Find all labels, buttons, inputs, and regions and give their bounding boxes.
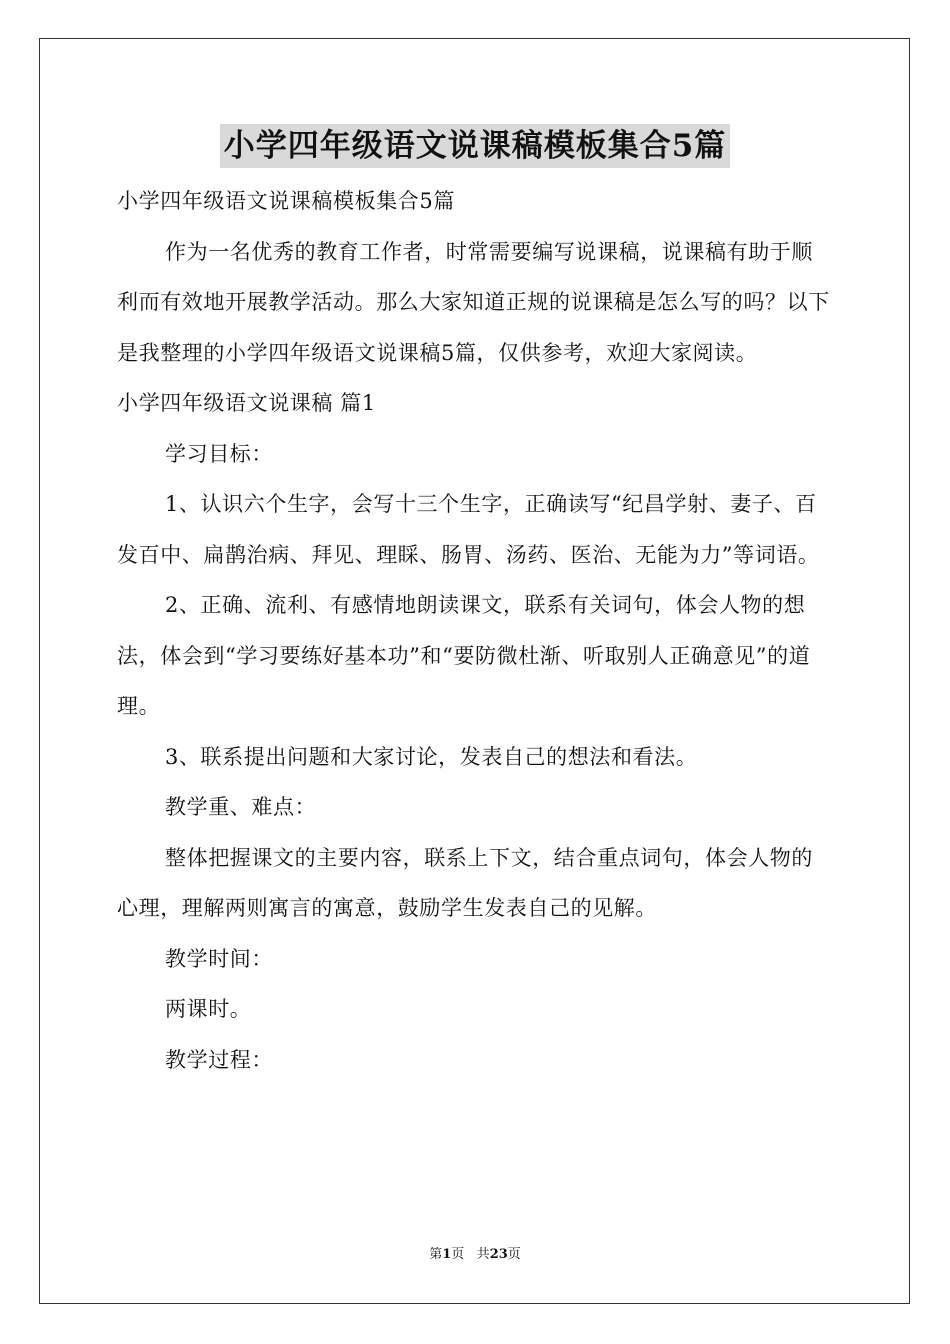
title-wrap xyxy=(0,124,950,168)
page-title: 小学四年级语文说课稿模板集合5篇 xyxy=(220,124,731,168)
goal-item-2: 2、正确、流利、有感情地朗读课文，联系有关词句，体会人物的想法，体会到“学习要练好基本功”和“要防微杜渐、听取别人正确意见”的道理。 xyxy=(117,593,811,718)
total-unit: 页 xyxy=(507,1247,521,1262)
goals-heading: 学习目标： xyxy=(165,441,273,466)
page-unit: 页 xyxy=(451,1247,465,1262)
key-points-heading: 教学重、难点： xyxy=(165,795,317,819)
page-prefix: 第 xyxy=(429,1247,443,1262)
subtitle-paragraph: 小学四年级语文说课稿模板集合5篇 xyxy=(117,189,455,213)
page-total: 23 xyxy=(489,1247,508,1262)
teaching-time-paragraph: 两课时。 xyxy=(165,997,252,1021)
goal-item-1: 1、认识六个生字，会写十三个生字，正确读写“纪昌学射、妻子、百发百中、扁鹊治病、拜见、理睬、肠胃、汤药、医治、无能为力”等词语。 xyxy=(117,492,820,567)
key-points-paragraph: 整体把握课文的主要内容，联系上下文，结合重点词句，体会人物的心理，理解两则寓言的寓意，鼓励学生发表自己的见解。 xyxy=(117,845,813,920)
intro-paragraph: 作为一名优秀的教育工作者，时常需要编写说课稿，说课稿有助于顺利而有效地开展教学活动。那么大家知道正规的说课稿是怎么写的吗？以下是我整理的小学四年级语文说课稿5篇，仅供参考，欢迎大家阅读。 xyxy=(117,239,830,365)
teaching-time-heading: 教学时间： xyxy=(165,946,273,971)
page-footer xyxy=(0,1245,950,1265)
teaching-process-heading: 教学过程： xyxy=(165,1047,273,1072)
total-prefix: 共 xyxy=(476,1247,490,1262)
page-current: 1 xyxy=(442,1247,452,1262)
document-body xyxy=(117,176,833,1085)
goal-item-3: 3、联系提出问题和大家讨论，发表自己的想法和看法。 xyxy=(165,744,698,769)
section-heading: 小学四年级语文说课稿 篇1 xyxy=(117,391,376,415)
